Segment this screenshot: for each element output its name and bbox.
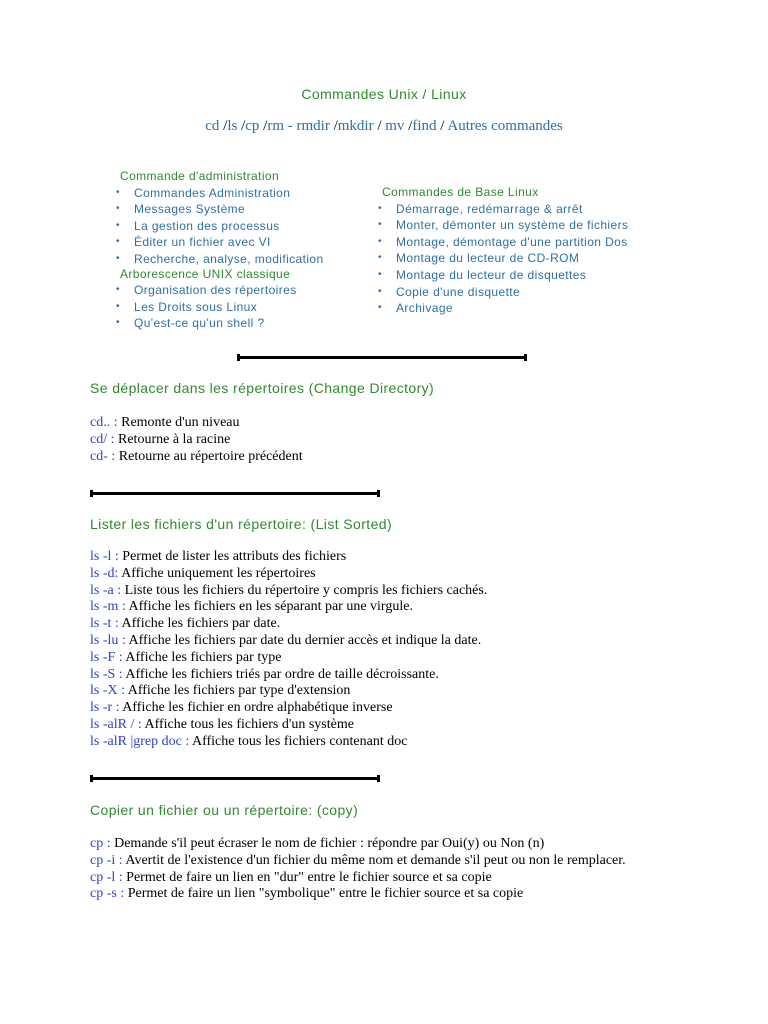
command-description: Affiche les fichiers par date.: [121, 616, 281, 632]
command-description: Affiche tous les fichiers d'un système: [144, 716, 354, 732]
admin-link[interactable]: Commandes Administration: [134, 185, 291, 200]
section-heading-ls: Lister les fichiers d'un répertoire: (List Sorted): [90, 516, 393, 532]
nav-link-cd[interactable]: cd: [205, 118, 220, 134]
admin-link[interactable]: Éditer un fichier avec VI: [134, 235, 271, 250]
command-name: cd.. :: [90, 415, 122, 430]
command-line: [90, 683, 730, 700]
bullet-icon: •: [116, 284, 120, 296]
arborescence-link-list: [116, 282, 376, 332]
command-name: ls -d:: [90, 565, 122, 581]
group-title-administration: Commande d'administration: [120, 169, 280, 183]
left-column: [116, 168, 376, 332]
list-item: [378, 250, 678, 267]
command-line: [90, 650, 730, 667]
command-description: Affiche uniquement les répertoires: [121, 565, 316, 581]
command-name: ls -alR / :: [90, 716, 145, 732]
command-description: Affiche les fichiers en les séparant par une virgule.: [128, 599, 413, 615]
arborescence-link[interactable]: Organisation des répertoires: [134, 283, 297, 298]
command-line: [90, 836, 630, 853]
command-name: ls -F :: [90, 649, 126, 665]
command-name: cp -s :: [90, 886, 128, 902]
horizontal-rule: [237, 356, 527, 359]
list-item: [378, 201, 678, 218]
section-heading-cp: Copier un fichier ou un répertoire: (copy): [90, 802, 359, 818]
command-line: [90, 583, 730, 600]
group-title-base-linux: Commandes de Base Linux: [382, 185, 539, 199]
command-name: cd- :: [90, 448, 119, 464]
command-description: Permet de faire un lien en "dur" entre le fichier source et sa copie: [126, 869, 492, 885]
command-name: cp -i :: [90, 852, 126, 868]
nav-separator: /: [436, 118, 448, 134]
bullet-icon: •: [116, 236, 120, 248]
bullet-icon: •: [116, 219, 120, 231]
list-item: [116, 251, 376, 268]
command-name: cd/ :: [90, 431, 118, 447]
command-description: Affiche les fichiers par type d'extension: [127, 683, 351, 699]
command-description: Affiche les fichiers triés par ordre de taille décroissante.: [125, 666, 439, 682]
list-item: [378, 300, 678, 317]
bullet-icon: •: [116, 186, 120, 198]
bullet-icon: •: [378, 252, 382, 264]
command-name: ls -S :: [90, 666, 126, 682]
command-description: Liste tous les fichiers du répertoire y compris les fichiers cachés.: [124, 582, 488, 598]
command-name: ls -X :: [90, 683, 128, 699]
base-linux-link[interactable]: Montage, démontage d'une partition Dos: [396, 234, 628, 249]
right-column: [378, 184, 678, 317]
list-item: [116, 299, 376, 316]
bullet-icon: •: [378, 235, 382, 247]
list-item: [116, 234, 376, 251]
base-linux-link[interactable]: Démarrage, redémarrage & arrêt: [396, 201, 583, 216]
base-linux-link-list: [378, 201, 678, 317]
nav-separator: /: [329, 118, 338, 134]
base-linux-link[interactable]: Copie d'une disquette: [396, 284, 521, 299]
command-description: Affiche les fichier en ordre alphabétique inverse: [122, 700, 393, 716]
command-name: cp -l :: [90, 869, 127, 885]
command-description: Permet de lister les attributs des fichiers: [122, 549, 347, 564]
bullet-icon: •: [378, 285, 382, 297]
command-line: [90, 449, 730, 466]
command-name: ls -t :: [90, 616, 122, 632]
command-line: [90, 432, 730, 449]
command-line: [90, 853, 630, 870]
nav-separator: /: [237, 118, 246, 134]
list-item: [116, 218, 376, 235]
admin-link[interactable]: La gestion des processus: [134, 218, 280, 233]
command-description: Demande s'il peut écraser le nom de fichier : répondre par Oui(y) ou Non (n): [114, 836, 545, 851]
command-line: [90, 633, 730, 650]
list-item: [378, 234, 678, 251]
admin-link[interactable]: Messages Système: [134, 202, 246, 217]
list-item: [116, 282, 376, 299]
command-name: ls -lu :: [90, 632, 129, 648]
admin-link-list: [116, 185, 376, 268]
command-line: [90, 415, 730, 432]
page-title: Commandes Unix / Linux: [301, 86, 467, 102]
top-nav: [0, 118, 768, 135]
command-description: Affiche les fichiers par date du dernier accès et indique la date.: [128, 632, 482, 648]
admin-link[interactable]: Recherche, analyse, modification: [134, 251, 324, 266]
list-item: [378, 267, 678, 284]
command-line: [90, 700, 730, 717]
nav-link-cp[interactable]: cp: [245, 118, 260, 134]
group-title-arborescence: Arborescence UNIX classique: [120, 266, 291, 281]
horizontal-rule: [90, 777, 380, 780]
bullet-icon: •: [116, 252, 120, 264]
command-description: Affiche les fichiers par type: [125, 649, 282, 665]
command-name: ls -r :: [90, 700, 123, 716]
command-name: ls -m :: [90, 599, 129, 615]
bullet-icon: •: [378, 219, 382, 231]
base-linux-link[interactable]: Montage du lecteur de CD-ROM: [396, 251, 580, 266]
cp-command-list: [90, 836, 630, 903]
list-item: [116, 315, 376, 332]
bullet-icon: •: [378, 202, 382, 214]
arborescence-link[interactable]: Les Droits sous Linux: [134, 299, 258, 314]
bullet-icon: •: [116, 203, 120, 215]
bullet-icon: •: [116, 317, 120, 329]
command-description: Remonte d'un niveau: [121, 415, 240, 430]
bullet-icon: •: [116, 300, 120, 312]
command-name: ls -a :: [90, 582, 125, 598]
base-linux-link[interactable]: Monter, démonter un système de fichiers: [396, 218, 629, 233]
list-item: [116, 185, 376, 202]
command-description: Affiche tous les fichiers contenant doc: [191, 733, 408, 749]
command-description: Retourne à la racine: [118, 431, 231, 447]
command-line: [90, 870, 630, 887]
bullet-icon: •: [378, 268, 382, 280]
nav-separator: /: [404, 118, 413, 134]
section-heading-cd: Se déplacer dans les répertoires (Change Directory): [90, 380, 435, 396]
command-line: [90, 566, 730, 583]
command-line: [90, 616, 730, 633]
nav-link-ls[interactable]: ls: [227, 118, 238, 134]
command-name: cp :: [90, 836, 115, 851]
arborescence-link[interactable]: Qu'est-ce qu'un shell ?: [134, 316, 265, 331]
nav-link-mkdir[interactable]: mkdir: [337, 118, 374, 134]
command-name: ls -alR |grep doc :: [90, 733, 192, 749]
list-item: [116, 201, 376, 218]
ls-command-list: [90, 549, 730, 751]
horizontal-rule: [90, 492, 380, 495]
nav-separator: /: [259, 118, 268, 134]
command-line: [90, 717, 730, 734]
list-item: [378, 284, 678, 301]
bullet-icon: •: [378, 302, 382, 314]
command-line: [90, 886, 630, 903]
command-line: [90, 599, 730, 616]
nav-link-mv[interactable]: mv: [385, 118, 405, 134]
command-description: Permet de faire un lien "symbolique" entre le fichier source et sa copie: [127, 886, 524, 902]
command-line: [90, 549, 730, 566]
nav-separator: /: [219, 118, 228, 134]
nav-link-rm-rmdir[interactable]: rm - rmdir: [267, 118, 330, 134]
nav-link-find[interactable]: find: [412, 118, 437, 134]
cd-command-list: [90, 415, 730, 465]
base-linux-link[interactable]: Archivage: [396, 301, 453, 316]
list-item: [378, 217, 678, 234]
command-name: ls -l :: [90, 549, 123, 564]
command-line: [90, 734, 730, 751]
nav-link-autres-commandes[interactable]: Autres commandes: [447, 118, 563, 134]
command-description: Retourne au répertoire précédent: [118, 448, 303, 464]
nav-separator: /: [373, 118, 386, 134]
command-line: [90, 667, 730, 684]
command-description: Avertit de l'existence d'un fichier du même nom et demande s'il peut ou non le remplacer.: [125, 852, 626, 868]
base-linux-link[interactable]: Montage du lecteur de disquettes: [396, 267, 587, 282]
